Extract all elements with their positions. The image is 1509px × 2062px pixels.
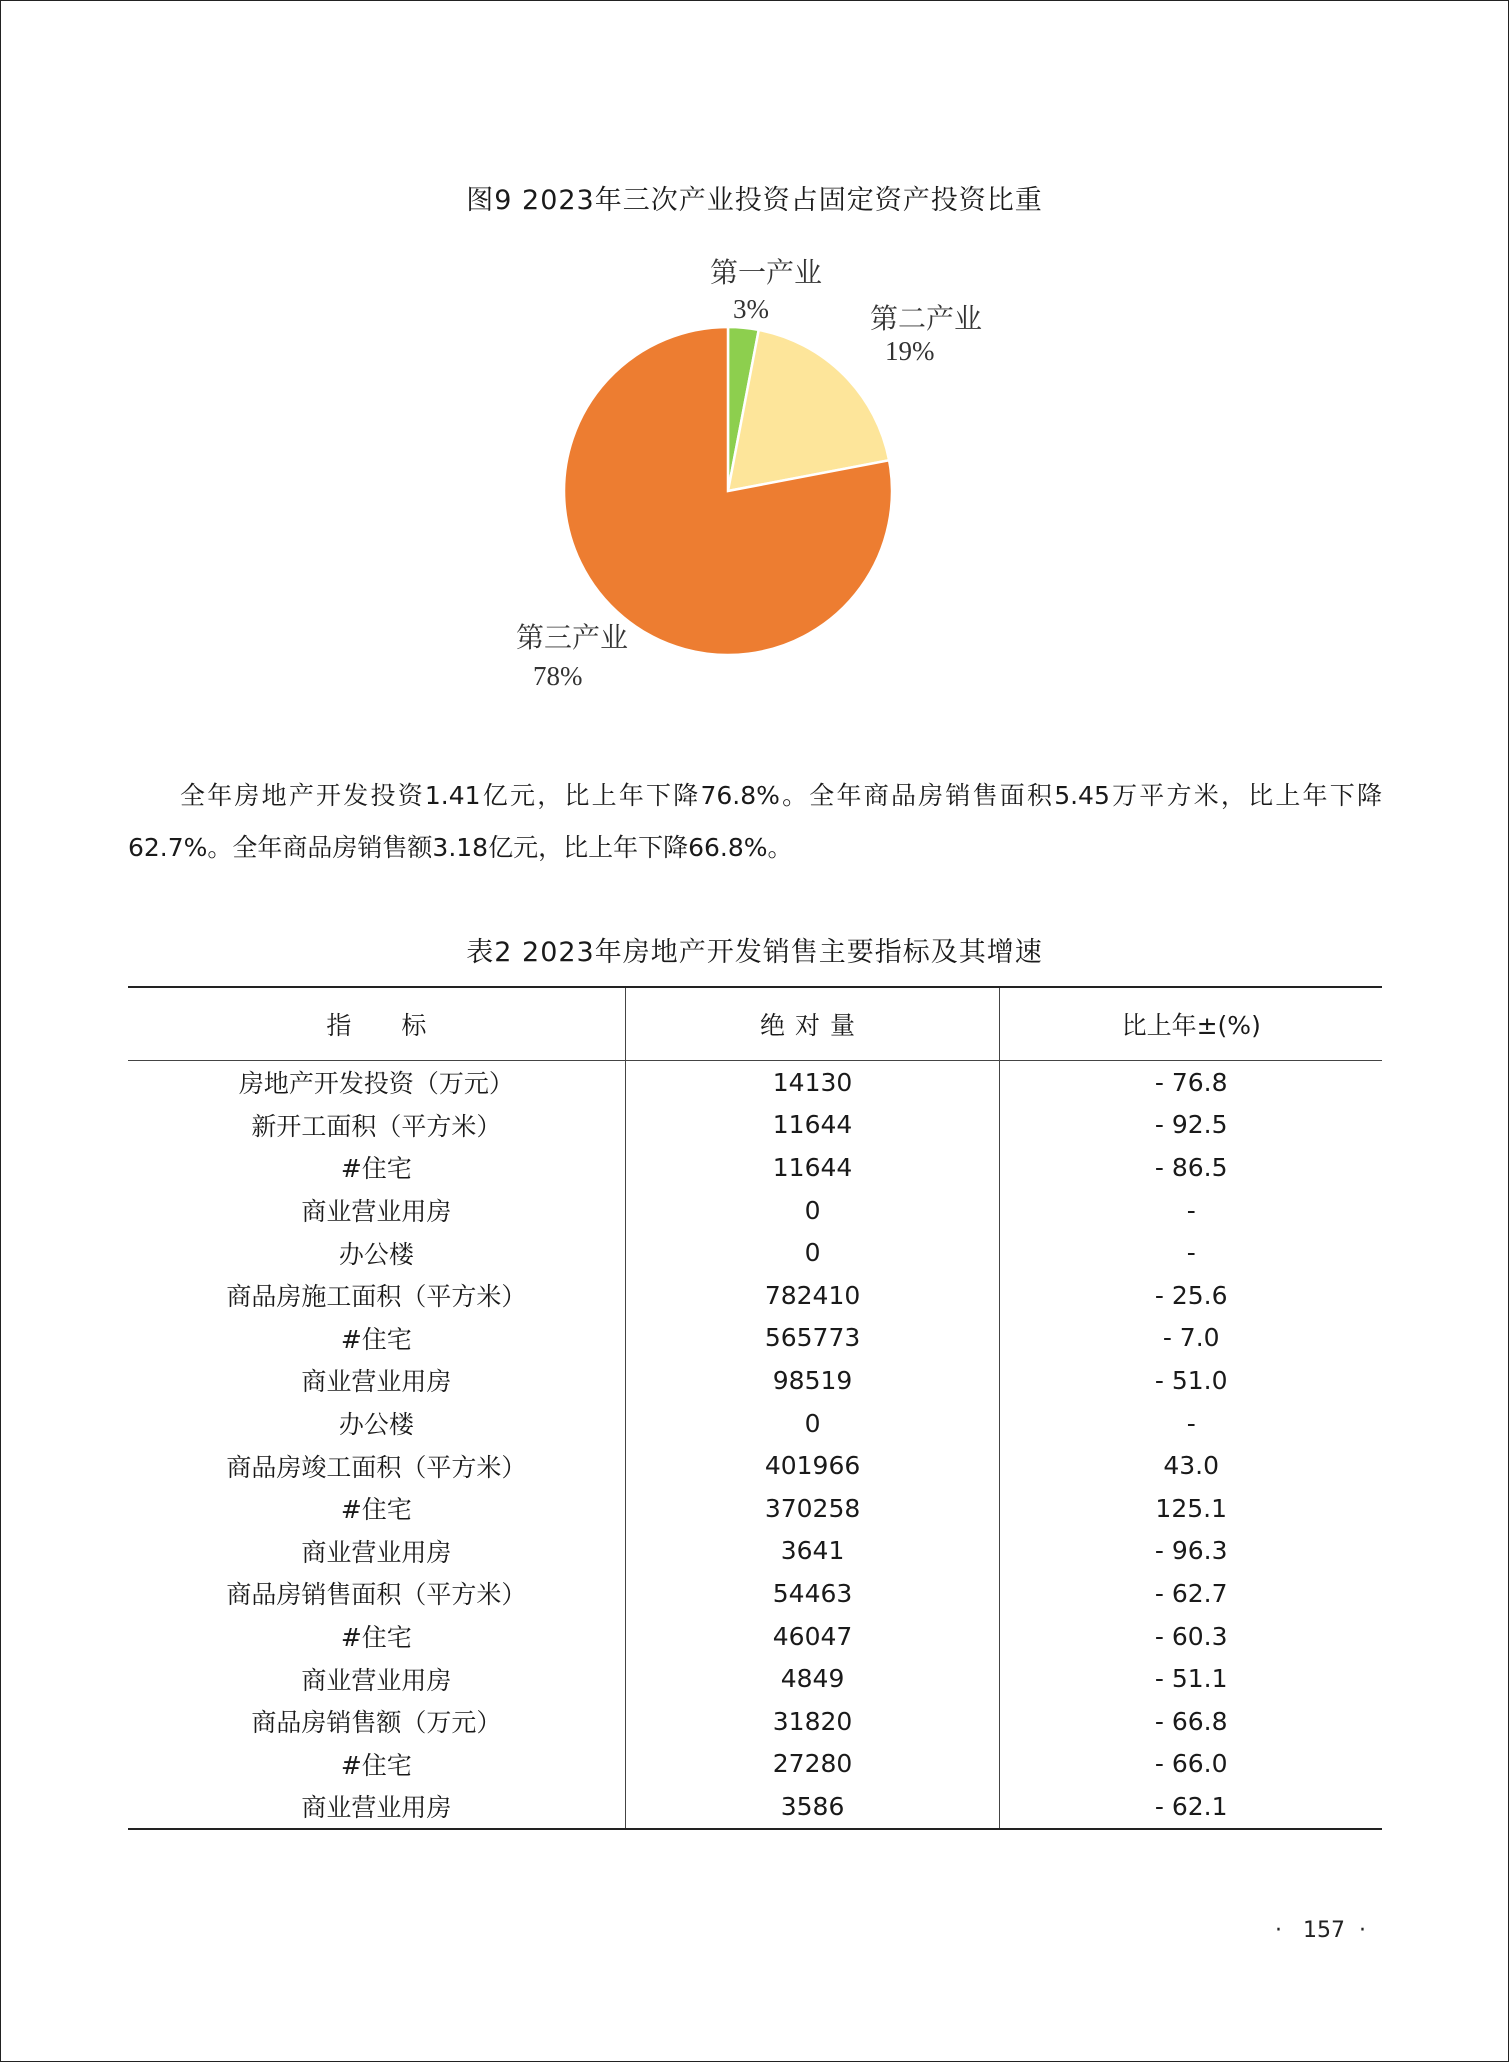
cell-indicator: 商业营业用房 [128, 1785, 625, 1829]
cell-yoy-change: - 7.0 [1162, 1323, 1220, 1353]
table-row [128, 1189, 1382, 1232]
table-row [128, 1317, 1382, 1360]
table-row [128, 1530, 1382, 1573]
cell-absolute-value: 31820 [625, 1700, 1000, 1743]
cell-absolute-value: 11644 [625, 1104, 1000, 1147]
cell-absolute-value: 46047 [625, 1615, 1000, 1658]
table-row [128, 1231, 1382, 1274]
cell-indicator: #住宅 [128, 1146, 625, 1189]
cell-yoy-change: - 51.1 [1154, 1664, 1228, 1694]
header-yoy-change: 比上年±(%) [1000, 987, 1382, 1061]
cell-indicator: 办公楼 [128, 1231, 625, 1274]
cell-indicator: 商业营业用房 [128, 1359, 625, 1402]
table-row [128, 1061, 1382, 1104]
label-primary-industry: 第一产业 [710, 256, 823, 289]
cell-absolute-value: 3641 [625, 1530, 1000, 1573]
cell-yoy-change: - 62.7 [1154, 1578, 1228, 1608]
table-row [128, 1487, 1382, 1530]
table-title: 表2 2023年房地产开发销售主要指标及其增速 [466, 937, 1043, 968]
cell-absolute-value: 98519 [625, 1359, 1000, 1402]
cell-absolute-value: 565773 [625, 1317, 1000, 1360]
table-row [128, 1615, 1382, 1658]
cell-absolute-value: 27280 [625, 1743, 1000, 1786]
cell-absolute-value: 0 [625, 1402, 1000, 1445]
cell-indicator: 新开工面积（平方米） [128, 1104, 625, 1147]
cell-indicator: #住宅 [128, 1743, 625, 1786]
header-absolute-value: 绝对量 [625, 987, 1000, 1061]
cell-yoy-change: - 51.0 [1154, 1365, 1228, 1395]
cell-indicator: 商业营业用房 [128, 1530, 625, 1573]
pie-chart [500, 245, 1000, 725]
cell-indicator: 房地产开发投资（万元） [128, 1061, 625, 1104]
cell-yoy-change: - 76.8 [1154, 1067, 1228, 1097]
pct-primary-industry: 3% [733, 294, 769, 324]
cell-absolute-value: 4849 [625, 1657, 1000, 1700]
cell-indicator: 商品房施工面积（平方米） [128, 1274, 625, 1317]
cell-absolute-value: 401966 [625, 1444, 1000, 1487]
cell-indicator: 商品房销售额（万元） [128, 1700, 625, 1743]
cell-yoy-change: - 66.0 [1154, 1749, 1228, 1779]
label-tertiary-industry: 第三产业 [516, 621, 629, 654]
real-estate-table [128, 986, 1382, 1830]
cell-yoy-change: - [1186, 1195, 1196, 1225]
cell-yoy-change: - [1186, 1408, 1196, 1438]
table-row [128, 1657, 1382, 1700]
cell-indicator: #住宅 [128, 1615, 625, 1658]
cell-absolute-value: 3586 [625, 1785, 1000, 1829]
cell-yoy-change: - 66.8 [1154, 1706, 1228, 1736]
cell-absolute-value: 11644 [625, 1146, 1000, 1189]
figure-title: 图9 2023年三次产业投资占固定资产投资比重 [466, 185, 1043, 216]
label-secondary-industry: 第二产业 [870, 302, 983, 335]
cell-indicator: #住宅 [128, 1317, 625, 1360]
body-paragraph: 全年房地产开发投资1.41亿元，比上年下降76.8%。全年商品房销售面积5.45万平方米，比上年下降62.7%。全年商品房销售额3.18亿元，比上年下降66.8%。 [128, 781, 1382, 862]
table-row [128, 1402, 1382, 1445]
cell-absolute-value: 14130 [625, 1061, 1000, 1104]
cell-absolute-value: 0 [625, 1189, 1000, 1232]
cell-absolute-value: 370258 [625, 1487, 1000, 1530]
page-number: · 157 · [1275, 1918, 1366, 1943]
cell-yoy-change: - 86.5 [1154, 1152, 1228, 1182]
cell-yoy-change: - [1186, 1238, 1196, 1268]
cell-absolute-value: 782410 [625, 1274, 1000, 1317]
cell-yoy-change: - 96.3 [1154, 1536, 1228, 1566]
cell-yoy-change: - 25.6 [1154, 1280, 1228, 1310]
table-row [128, 1104, 1382, 1147]
cell-indicator: #住宅 [128, 1487, 625, 1530]
cell-indicator: 商品房竣工面积（平方米） [128, 1444, 625, 1487]
pct-secondary-industry: 19% [885, 336, 935, 366]
table-header-row [128, 987, 1382, 1061]
cell-indicator: 办公楼 [128, 1402, 625, 1445]
cell-yoy-change: 125.1 [1155, 1493, 1227, 1523]
cell-absolute-value: 54463 [625, 1572, 1000, 1615]
table-row [128, 1743, 1382, 1786]
cell-absolute-value: 0 [625, 1231, 1000, 1274]
table-row [128, 1785, 1382, 1829]
table-row [128, 1700, 1382, 1743]
pct-tertiary-industry: 78% [533, 661, 583, 691]
table-row [128, 1572, 1382, 1615]
header-indicator: 指 标 [128, 987, 625, 1061]
table-row [128, 1359, 1382, 1402]
cell-yoy-change: - 60.3 [1154, 1621, 1228, 1651]
cell-yoy-change: 43.0 [1163, 1451, 1220, 1481]
cell-yoy-change: - 62.1 [1000, 1785, 1382, 1829]
cell-indicator: 商业营业用房 [128, 1657, 625, 1700]
cell-indicator: 商业营业用房 [128, 1189, 625, 1232]
table-row [128, 1444, 1382, 1487]
cell-indicator: 商品房销售面积（平方米） [128, 1572, 625, 1615]
cell-yoy-change: - 92.5 [1154, 1110, 1228, 1140]
table-row [128, 1146, 1382, 1189]
table-row [128, 1274, 1382, 1317]
